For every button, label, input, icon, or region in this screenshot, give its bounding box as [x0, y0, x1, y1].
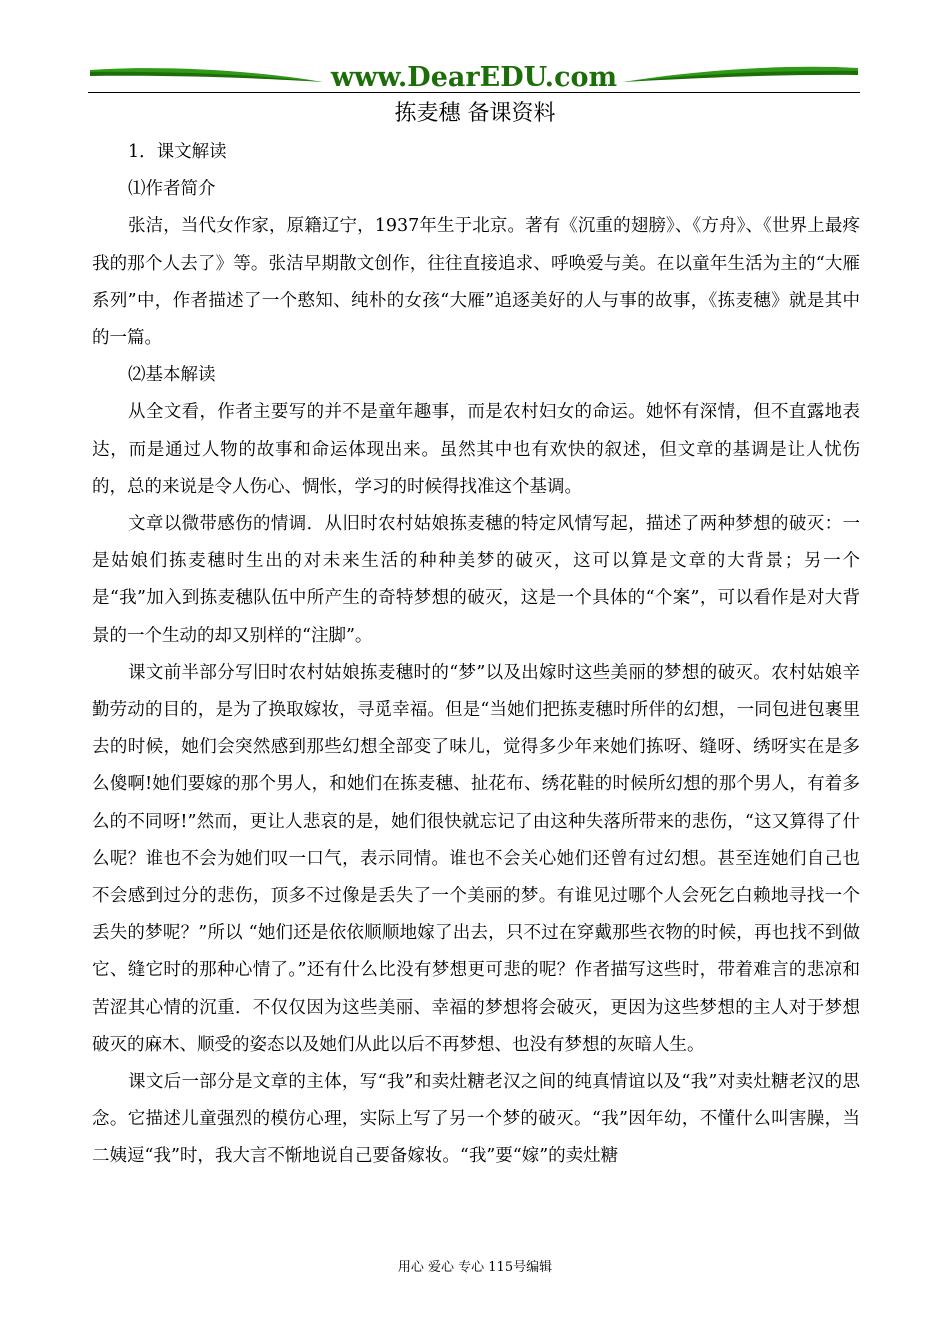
site-logo-text: www.DearEDU.com [330, 62, 618, 93]
document-body [92, 134, 860, 1176]
subsection-heading: ⑵基本解读 [128, 365, 216, 386]
subsection-heading: ⑴作者简介 [128, 179, 216, 200]
header-divider [88, 92, 860, 93]
section-heading: 1．课文解读 [128, 142, 227, 162]
paragraph: 课文前半部分写旧时农村姑娘拣麦穗时的“梦”以及出嫁时这些美丽的梦想的破灭。农村姑娘辛勤劳动的目的，是为了换取嫁妆，寻觅幸福。但是“当她们把拣麦穗时所伴的幻想，一同包进包裹里去的时候，她们会突然感到那些幻想全部变了味儿，觉得多少年来她们拣呀、缝呀、绣呀实在是多么傻啊!她们要嫁的那个男人，和她们在拣麦穗、扯花布、绣花鞋的时候所幻想的那个男人，有着多么的不同呀!”然而，更让人悲哀的是，她们很快就忘记了由这种失落所带来的悲伤，“这又算得了什么呢？谁也不会为她们叹一口气，表示同情。谁也不会关心她们还曾有过幻想。甚至连她们自己也不会感到过分的悲伤，顶多不过像是丢失了一个美丽的梦。有谁见过哪个人会死乞白赖地寻找一个丢失的梦呢？”所以 “她们还是依依顺顺地嫁了出去，只不过在穿戴那些衣物的时候，再也找不到做它、缝它时的那种心情了。”还有什么比没有梦想更可悲的呢？作者描写这些时，带着难言的悲凉和苦涩其心情的沉重．不仅仅因为这些美丽、幸福的梦想将会破灭，更因为这些梦想的主人对于梦想破灭的麻木、顺受的姿态以及她们从此以后不再梦想、也没有梦想的灰暗人生。 [92, 662, 860, 1055]
paragraph: 张洁，当代女作家，原籍辽宁，1937年生于北京。著有《沉重的翅膀》、《方舟》、《世界上最疼我的那个人去了》等。张洁早期散文创作，往往直接追求、呼唤爱与美。在以童年生活为主的“大雁系列”中，作者描述了一个憨知、纯朴的女孩“大雁”追逐美好的人与事的故事，《拣麦穗》就是其中的一篇。 [92, 216, 860, 349]
page-footer: 用心 爱心 专心 115号编辑 [397, 1260, 553, 1275]
paragraph: 文章以微带感伤的情调．从旧时农村姑娘拣麦穗的特定风情写起，描述了两种梦想的破灭：一是姑娘们拣麦穗时生出的对未来生活的种种美梦的破灭，这可以算是文章的大背景；另一个是“我”加入到拣麦穗队伍中所产生的奇特梦想的破灭，这是一个具体的“个案”，可以看作是对大背景的一个生动的却又别样的“注脚”。 [92, 514, 860, 646]
document-title: 拣麦穗 备课资料 [394, 101, 556, 126]
paragraph: 从全文看，作者主要写的并不是童年趣事，而是农村妇女的命运。她怀有深情，但不直露地表达，而是通过人物的故事和命运体现出来。虽然其中也有欢快的叙述，但文章的基调是让人忧伤的，总的来说是令人伤心、惆怅，学习的时候得找准这个基调。 [92, 402, 860, 497]
paragraph: 课文后一部分是文章的主体，写“我”和卖灶糖老汉之间的纯真情谊以及“我”对卖灶糖老汉的思念。它描述儿童强烈的模仿心理，实际上写了另一个梦的破灭。“我”因年幼，不懂什么叫害臊，当二姨逗“我”时，我大言不惭地说自己要备嫁妆。“我”要“嫁”的卖灶糖 [92, 1072, 860, 1167]
